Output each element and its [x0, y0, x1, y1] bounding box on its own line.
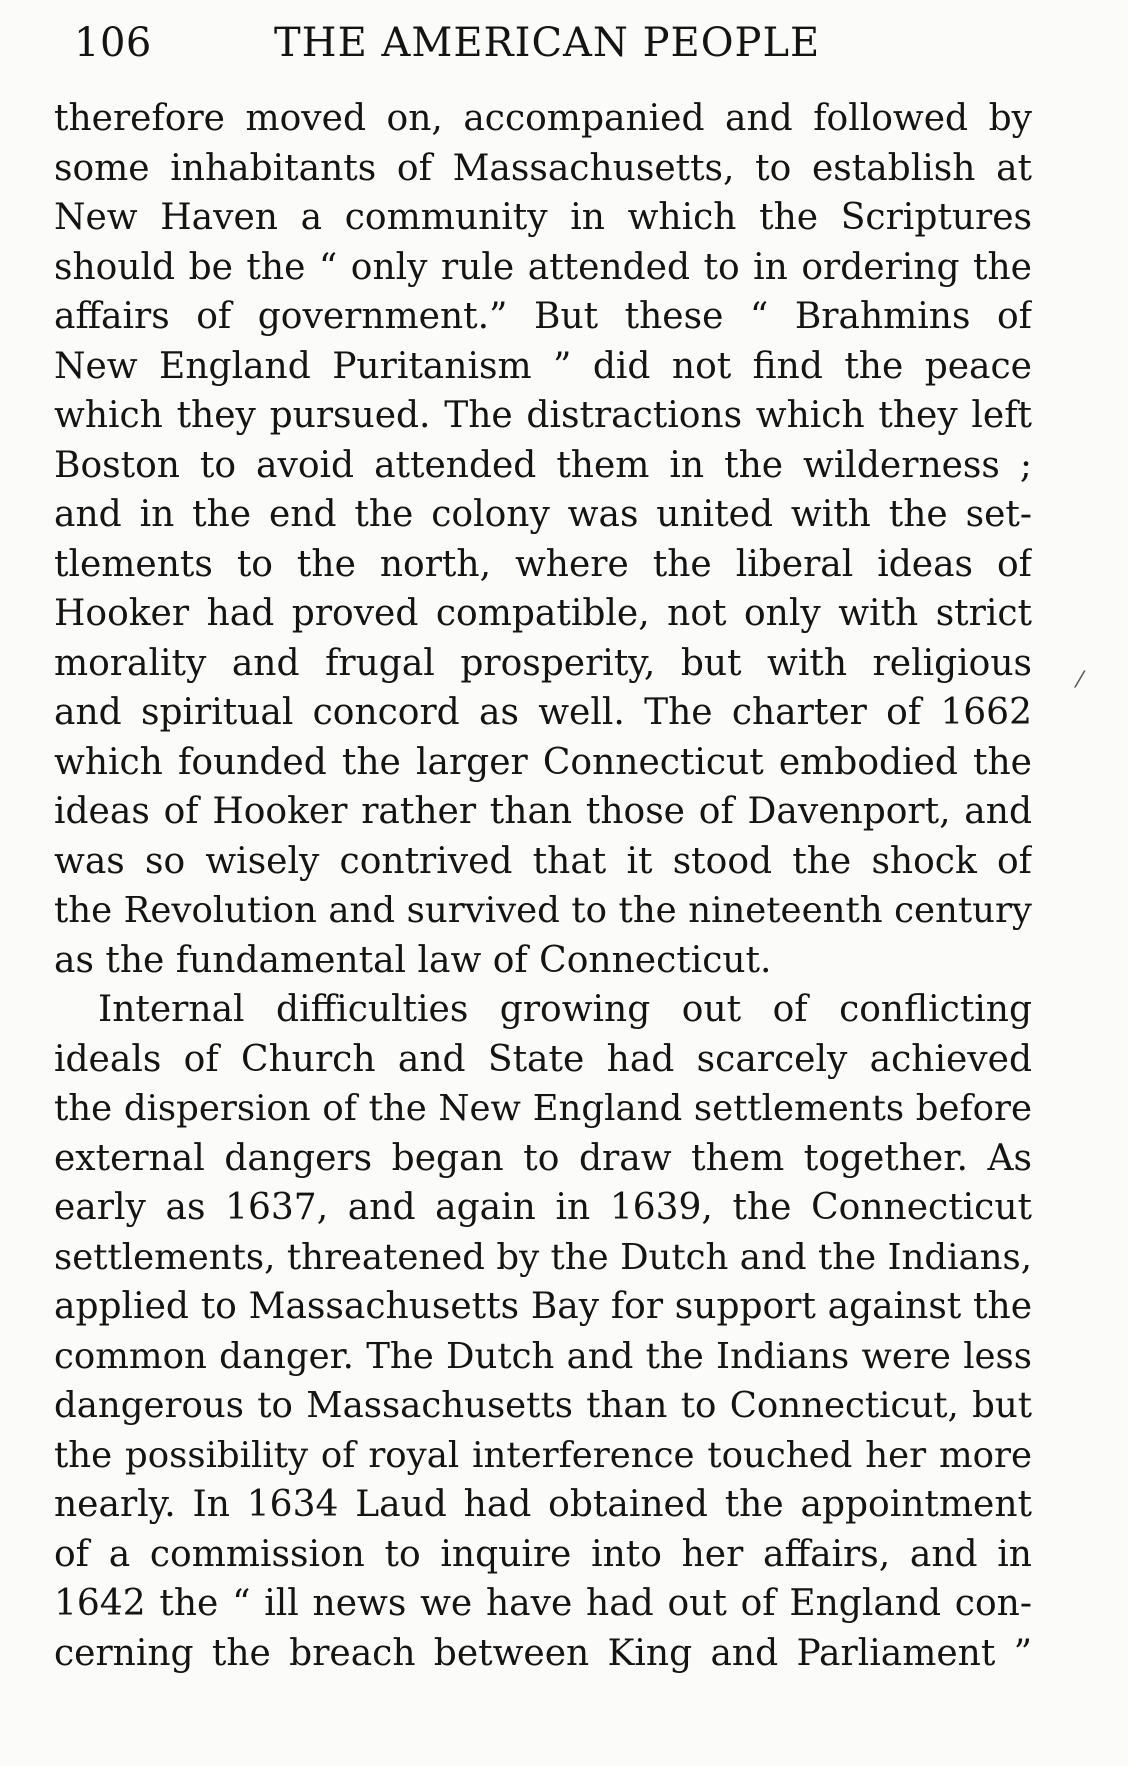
page-number: 106 [74, 20, 152, 66]
text-line: which founded the larger Connecticut embodied the [54, 741, 1032, 783]
running-title: THE AMERICAN PEOPLE [274, 20, 821, 66]
paragraph [54, 94, 1032, 985]
text-line: nearly. In 1634 Laud had obtained the appointment [54, 1484, 1032, 1525]
margin-mark: ⁄ [1078, 668, 1082, 693]
body-text [54, 94, 1032, 1678]
text-line: which they pursued. The distractions which they left [54, 395, 1032, 436]
text-line: of a commission to inquire into her affairs, and in [54, 1533, 1032, 1575]
text-line: applied to Massachusetts Bay for support against the [54, 1286, 1032, 1327]
running-head [64, 18, 1064, 68]
text-line: tlements to the north, where the liberal ideas of [54, 543, 1032, 585]
text-line: New England Puritanism ” did not find the peace [54, 345, 1032, 387]
text-line: settlements, threatened by the Dutch and the Indians, [54, 1236, 1032, 1278]
text-line: the possibility of royal interference touched her more [54, 1434, 1032, 1476]
text-line: early as 1637, and again in 1639, the Connecticut [54, 1187, 1032, 1228]
text-line: Hooker had proved compatible, not only with strict [54, 593, 1032, 634]
text-line: the dispersion of the New England settlements before [54, 1088, 1032, 1129]
text-line: Internal difficulties growing out of conflicting [98, 989, 1032, 1030]
text-line: 1642 the “ ill news we have had out of England con- [54, 1583, 1032, 1624]
text-line: ideas of Hooker rather than those of Davenport, and [54, 791, 1032, 832]
text-line: and spiritual concord as well. The charter of 1662 [54, 692, 1032, 733]
text-line: common danger. The Dutch and the Indians were less [54, 1335, 1032, 1377]
text-line: as the fundamental law of Connecticut. [54, 939, 772, 981]
text-line: some inhabitants of Massachusetts, to establish at [54, 147, 1032, 189]
text-line: New Haven a community in which the Scriptures [54, 197, 1032, 238]
text-line: the Revolution and survived to the nineteenth century [54, 890, 1032, 931]
text-line: ideals of Church and State had scarcely achieved [54, 1038, 1032, 1080]
text-line: therefore moved on, accompanied and followed by [54, 98, 1032, 139]
text-line: Boston to avoid attended them in the wilderness ; [54, 444, 1032, 486]
paragraph [54, 985, 1032, 1678]
text-line: external dangers began to draw them together. As [54, 1137, 1032, 1179]
text-line: should be the “ only rule attended to in ordering the [54, 246, 1032, 288]
text-line: cerning the breach between King and Parliament ” [54, 1632, 1032, 1674]
text-line: was so wisely contrived that it stood the shock of [54, 840, 1032, 882]
text-line: affairs of government.” But these “ Brahmins of [54, 296, 1032, 337]
text-line: morality and frugal prosperity, but with religious [54, 642, 1032, 684]
text-line: and in the end the colony was united with the set- [54, 494, 1032, 535]
text-line: dangerous to Massachusetts than to Connecticut, but [54, 1385, 1032, 1426]
